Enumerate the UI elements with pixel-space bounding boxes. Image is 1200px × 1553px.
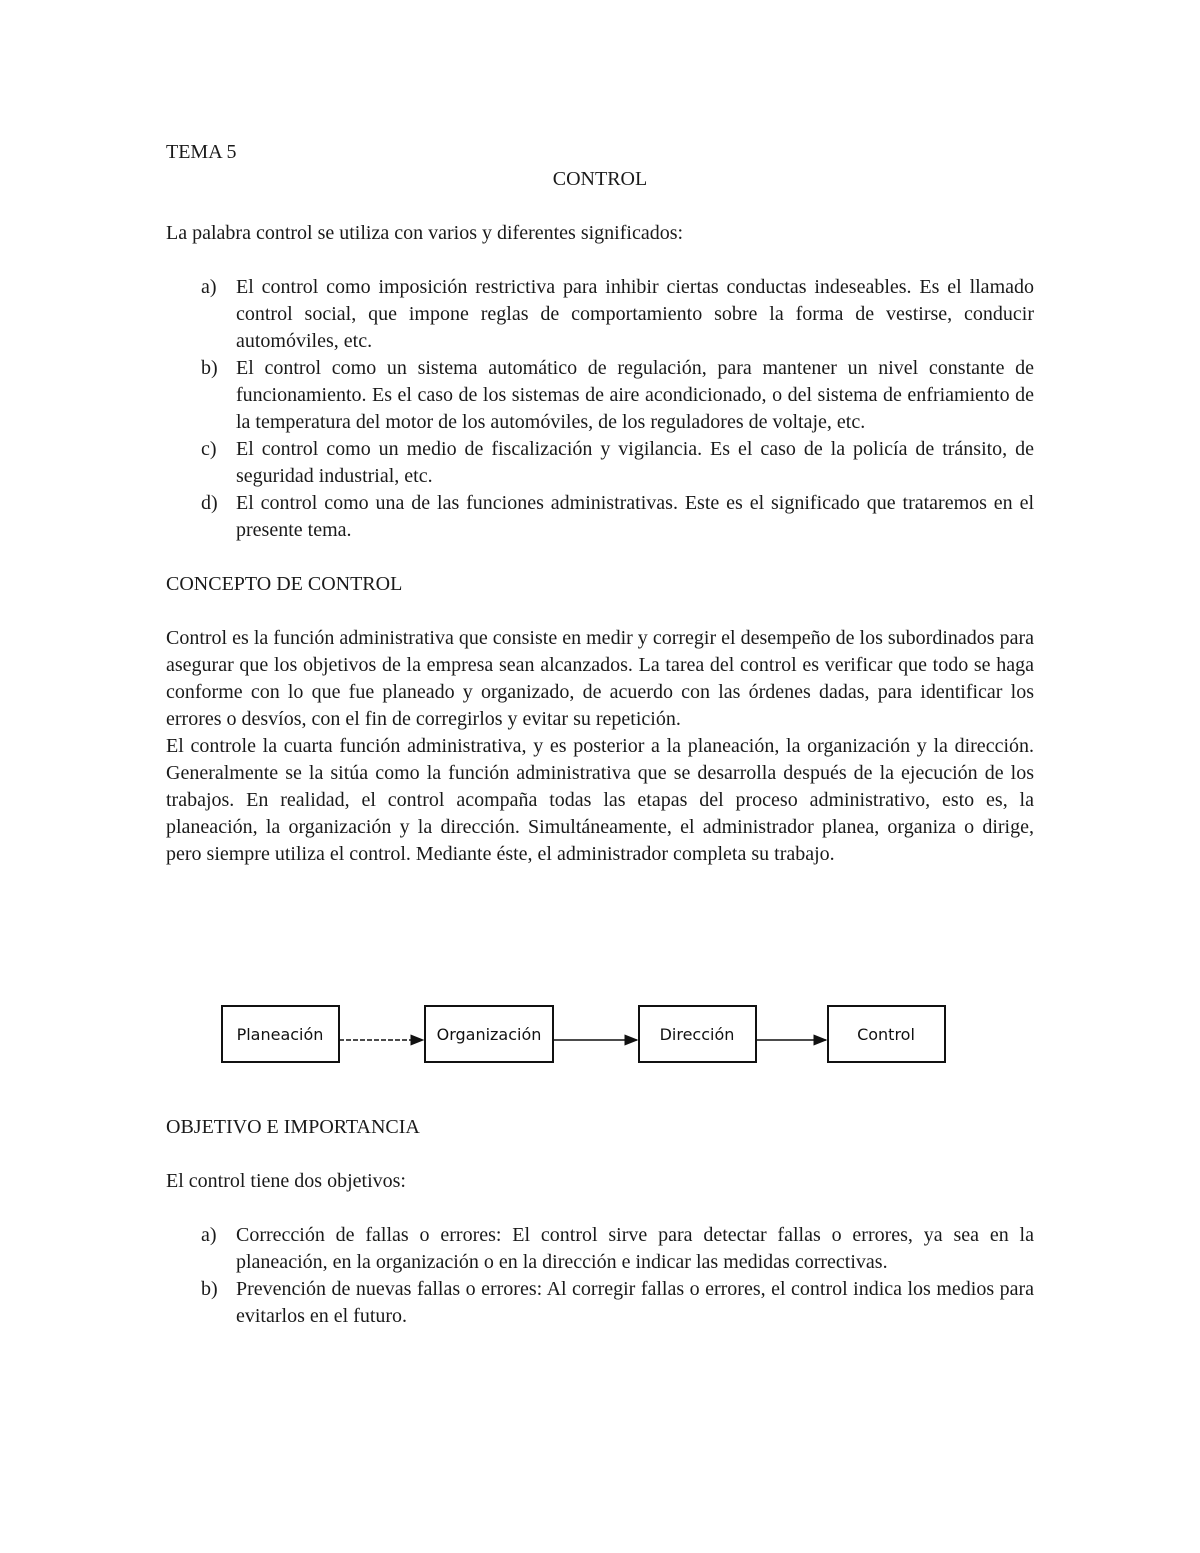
list-item xyxy=(166,436,1034,490)
flow-box-label: Control xyxy=(857,1025,915,1044)
list-item xyxy=(166,355,1034,436)
list-item-text: Prevención de nuevas fallas o errores: Al corregir fallas o errores, el control indica los medios para evitarlos en el futuro. xyxy=(236,1278,1034,1327)
flow-box-planeacion xyxy=(222,1006,339,1062)
objective-heading: OBJETIVO E IMPORTANCIA xyxy=(166,1116,420,1138)
meanings-list xyxy=(166,274,1034,544)
list-item xyxy=(166,1222,1034,1276)
flow-box-direccion xyxy=(639,1006,756,1062)
flow-box-label: Organización xyxy=(436,1025,542,1044)
flow-box-label: Dirección xyxy=(659,1025,735,1044)
concept-paragraph-2: El controle la cuarta función administrativa, y es posterior a la planeación, la organización y la dirección. Generalmente se la sitúa como la función administrativa que se desarrolla después de la ejecución de los trabajos. En realidad, el control acompaña todas las etapas del proceso administrativo, esto es, la planeación, la organización y la dirección. Simultáneamente, el administrador planea, organiza o dirige, pero siempre utiliza el control. Mediante éste, el administrador completa su trabajo. xyxy=(166,735,1034,865)
document-title: CONTROL xyxy=(552,168,648,190)
list-item-text: El control como imposición restrictiva para inhibir ciertas conductas indeseables. Es el llamado control social, que impone reglas de comportamiento sobre la forma de vestirse, conducir automóviles, etc. xyxy=(236,276,1034,352)
intro-text: La palabra control se utiliza con varios y diferentes significados: xyxy=(166,222,684,244)
process-diagram xyxy=(220,968,950,1068)
list-item-text: El control como un medio de fiscalización y vigilancia. Es el caso de la policía de tránsito, de seguridad industrial, etc. xyxy=(236,438,1034,487)
process-flow-svg xyxy=(220,968,950,1068)
topic-number: TEMA 5 xyxy=(166,141,237,163)
list-marker: d) xyxy=(201,492,218,514)
list-item xyxy=(166,274,1034,355)
document-page xyxy=(166,139,1034,868)
concept-heading: CONCEPTO DE CONTROL xyxy=(166,573,403,595)
list-item xyxy=(166,1276,1034,1330)
flow-box-label: Planeación xyxy=(236,1025,324,1044)
list-item-text: Corrección de fallas o errores: El control sirve para detectar fallas o errores, ya sea en la planeación, en la organización o en la dirección e indicar las medidas correctivas. xyxy=(236,1224,1034,1273)
flow-box-control xyxy=(828,1006,945,1062)
list-marker: c) xyxy=(201,438,217,460)
objective-section xyxy=(166,1114,1034,1330)
list-item-text: El control como una de las funciones administrativas. Este es el significado que trataremos en el presente tema. xyxy=(236,492,1034,541)
list-marker: a) xyxy=(201,1224,217,1246)
list-marker: b) xyxy=(201,357,218,379)
list-marker: a) xyxy=(201,276,217,298)
list-item-text: El control como un sistema automático de regulación, para mantener un nivel constante de funcionamiento. Es el caso de los sistemas de aire acondicionado, o del sistema de enfriamiento de la temperatura del motor de los automóviles, de los reguladores de voltaje, etc. xyxy=(236,357,1034,433)
objectives-list xyxy=(166,1222,1034,1330)
list-marker: b) xyxy=(201,1278,218,1300)
concept-paragraph-1: Control es la función administrativa que consiste en medir y corregir el desempeño de los subordinados para asegurar que los objetivos de la empresa sean alcanzados. La tarea del control es verificar que todo se haga conforme con lo que fue planeado y organizado, de acuerdo con las órdenes dadas, para identificar los errores o desvíos, con el fin de corregirlos y evitar su repetición. xyxy=(166,627,1034,730)
list-item xyxy=(166,490,1034,544)
flow-box-organizacion xyxy=(425,1006,553,1062)
objective-intro: El control tiene dos objetivos: xyxy=(166,1170,406,1192)
